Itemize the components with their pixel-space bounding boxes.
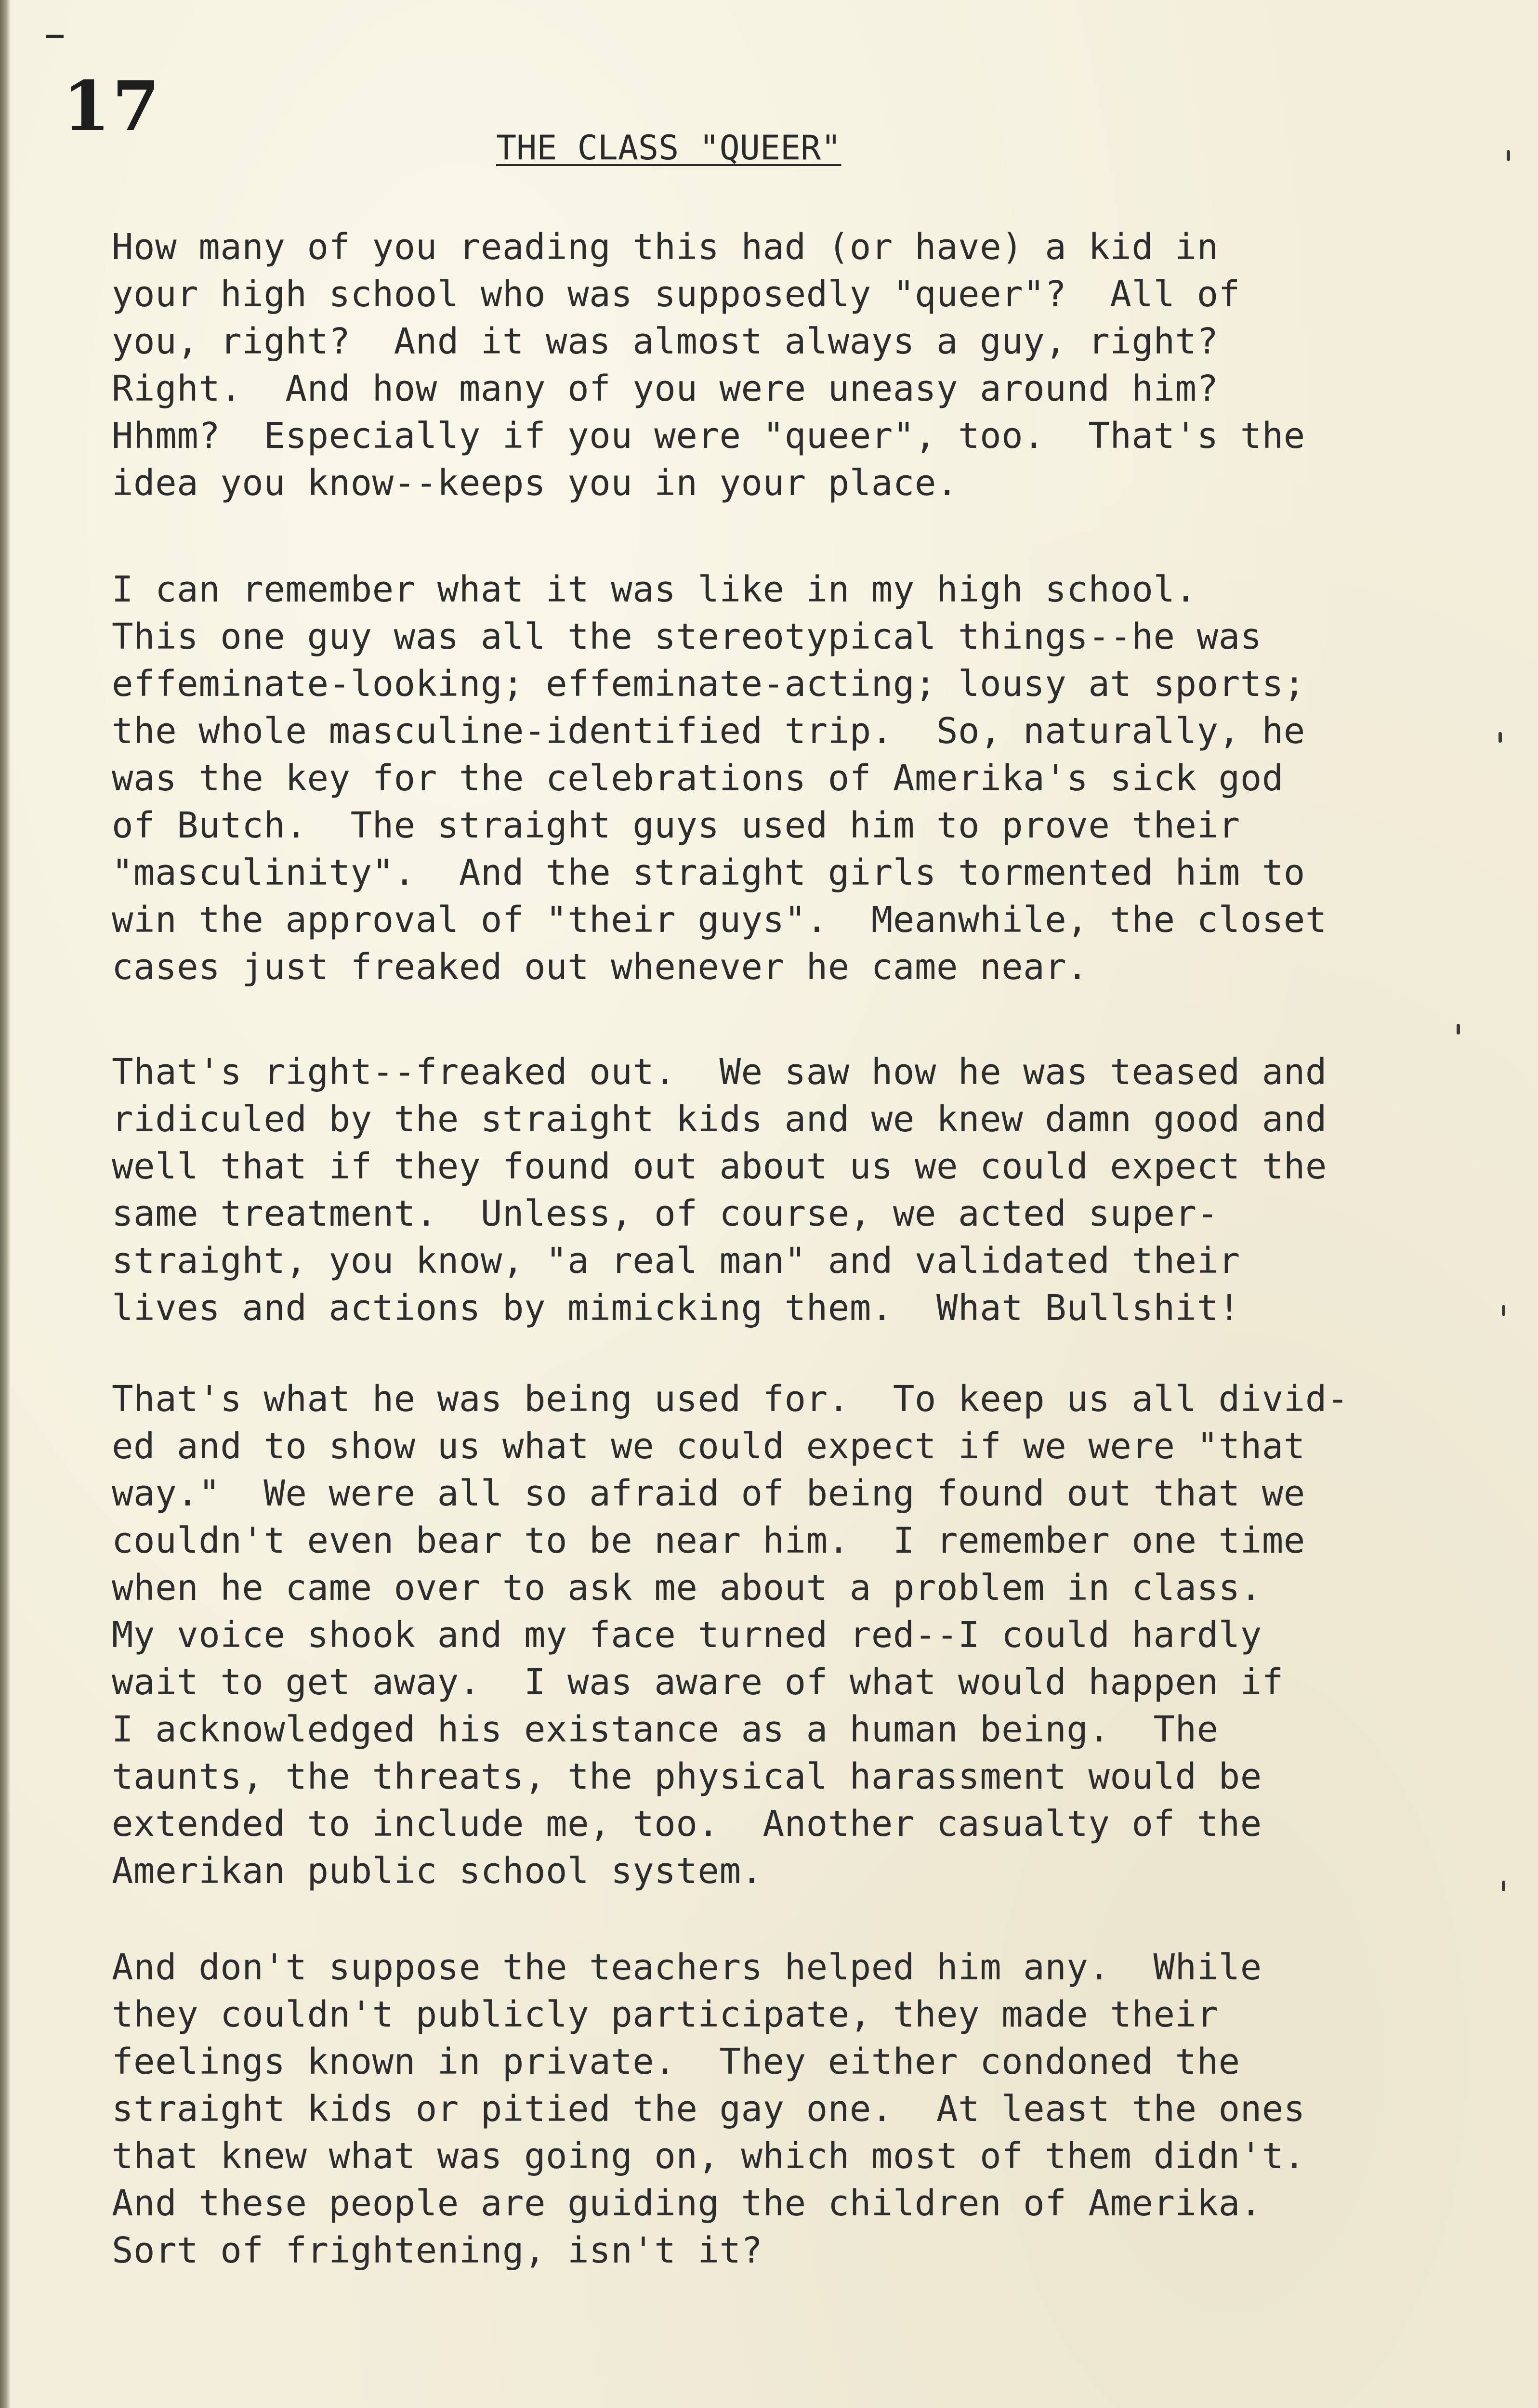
text-line: couldn't even bear to be near him. I remember one time: [112, 1520, 1305, 1561]
text-line: That's what he was being used for. To keep us all divid-: [112, 1378, 1349, 1420]
text-line: I acknowledged his existance as a human being. The: [112, 1709, 1219, 1750]
text-line: ed and to show us what we could expect if we were "that: [112, 1426, 1305, 1467]
text-line: Amerikan public school system.: [112, 1850, 763, 1892]
text-line: extended to include me, too. Another casualty of the: [112, 1803, 1262, 1845]
text-line: Hhmm? Especially if you were "queer", too. That's the: [112, 415, 1305, 457]
text-line: you, right? And it was almost always a guy, right?: [112, 321, 1219, 362]
text-line: win the approval of "their guys". Meanwhile, the closet: [112, 899, 1327, 941]
text-line: "masculinity". And the straight girls tormented him to: [112, 852, 1305, 893]
text-line: How many of you reading this had (or have) a kid in: [112, 226, 1219, 268]
margin-tick-mark: [1457, 1024, 1460, 1034]
text-line: My voice shook and my face turned red--I could hardly: [112, 1614, 1262, 1656]
text-line: This one guy was all the stereotypical things--he was: [112, 616, 1262, 657]
text-line: I can remember what it was like in my high school.: [112, 569, 1197, 610]
text-line: your high school who was supposedly "queer"? All of: [112, 274, 1240, 315]
paragraph-3: [112, 1048, 1327, 1332]
text-line: feelings known in private. They either condoned the: [112, 2041, 1240, 2082]
text-line: way." We were all so afraid of being found out that we: [112, 1473, 1305, 1514]
text-line: cases just freaked out whenever he came near.: [112, 946, 1089, 988]
text-line: wait to get away. I was aware of what would happen if: [112, 1662, 1284, 1703]
margin-tick-mark: [1499, 732, 1502, 743]
page-title: THE CLASS "QUEER": [496, 128, 841, 168]
text-line: of Butch. The straight guys used him to prove their: [112, 805, 1240, 846]
margin-tick-mark: [1502, 1305, 1505, 1316]
paragraph-1: [112, 223, 1305, 507]
text-line: And don't suppose the teachers helped him any. While: [112, 1947, 1262, 1988]
text-line: taunts, the threats, the physical harassment would be: [112, 1756, 1262, 1797]
paragraph-2: [112, 566, 1327, 991]
text-line: they couldn't publicly participate, they made their: [112, 1994, 1219, 2035]
text-line: the whole masculine-identified trip. So, naturally, he: [112, 710, 1305, 752]
text-line: when he came over to ask me about a problem in class.: [112, 1567, 1262, 1609]
binding-edge: [0, 0, 11, 2408]
text-line: ridiculed by the straight kids and we knew damn good and: [112, 1099, 1327, 1140]
text-line: straight, you know, "a real man" and validated their: [112, 1240, 1240, 1282]
text-line: lives and actions by mimicking them. What Bullshit!: [112, 1287, 1240, 1329]
margin-tick-mark: [1502, 1881, 1505, 1891]
text-line: was the key for the celebrations of Amerika's sick god: [112, 758, 1284, 799]
text-line: idea you know--keeps you in your place.: [112, 462, 959, 504]
paragraph-4: [112, 1375, 1349, 1895]
text-line: And these people are guiding the children of Amerika.: [112, 2183, 1262, 2224]
text-line: effeminate-looking; effeminate-acting; lousy at sports;: [112, 663, 1305, 705]
text-line: same treatment. Unless, of course, we acted super-: [112, 1193, 1219, 1234]
corner-dash-mark: [46, 35, 64, 38]
margin-tick-mark: [1507, 150, 1510, 161]
text-line: Right. And how many of you were uneasy around him?: [112, 368, 1219, 409]
text-line: that knew what was going on, which most of them didn't.: [112, 2135, 1305, 2177]
text-line: straight kids or pitied the gay one. At least the ones: [112, 2088, 1305, 2130]
text-line: Sort of frightening, isn't it?: [112, 2230, 763, 2271]
page-number: 17: [63, 66, 162, 146]
text-line: That's right--freaked out. We saw how he was teased and: [112, 1051, 1327, 1093]
text-line: well that if they found out about us we could expect the: [112, 1146, 1327, 1187]
paragraph-5: [112, 1944, 1305, 2274]
